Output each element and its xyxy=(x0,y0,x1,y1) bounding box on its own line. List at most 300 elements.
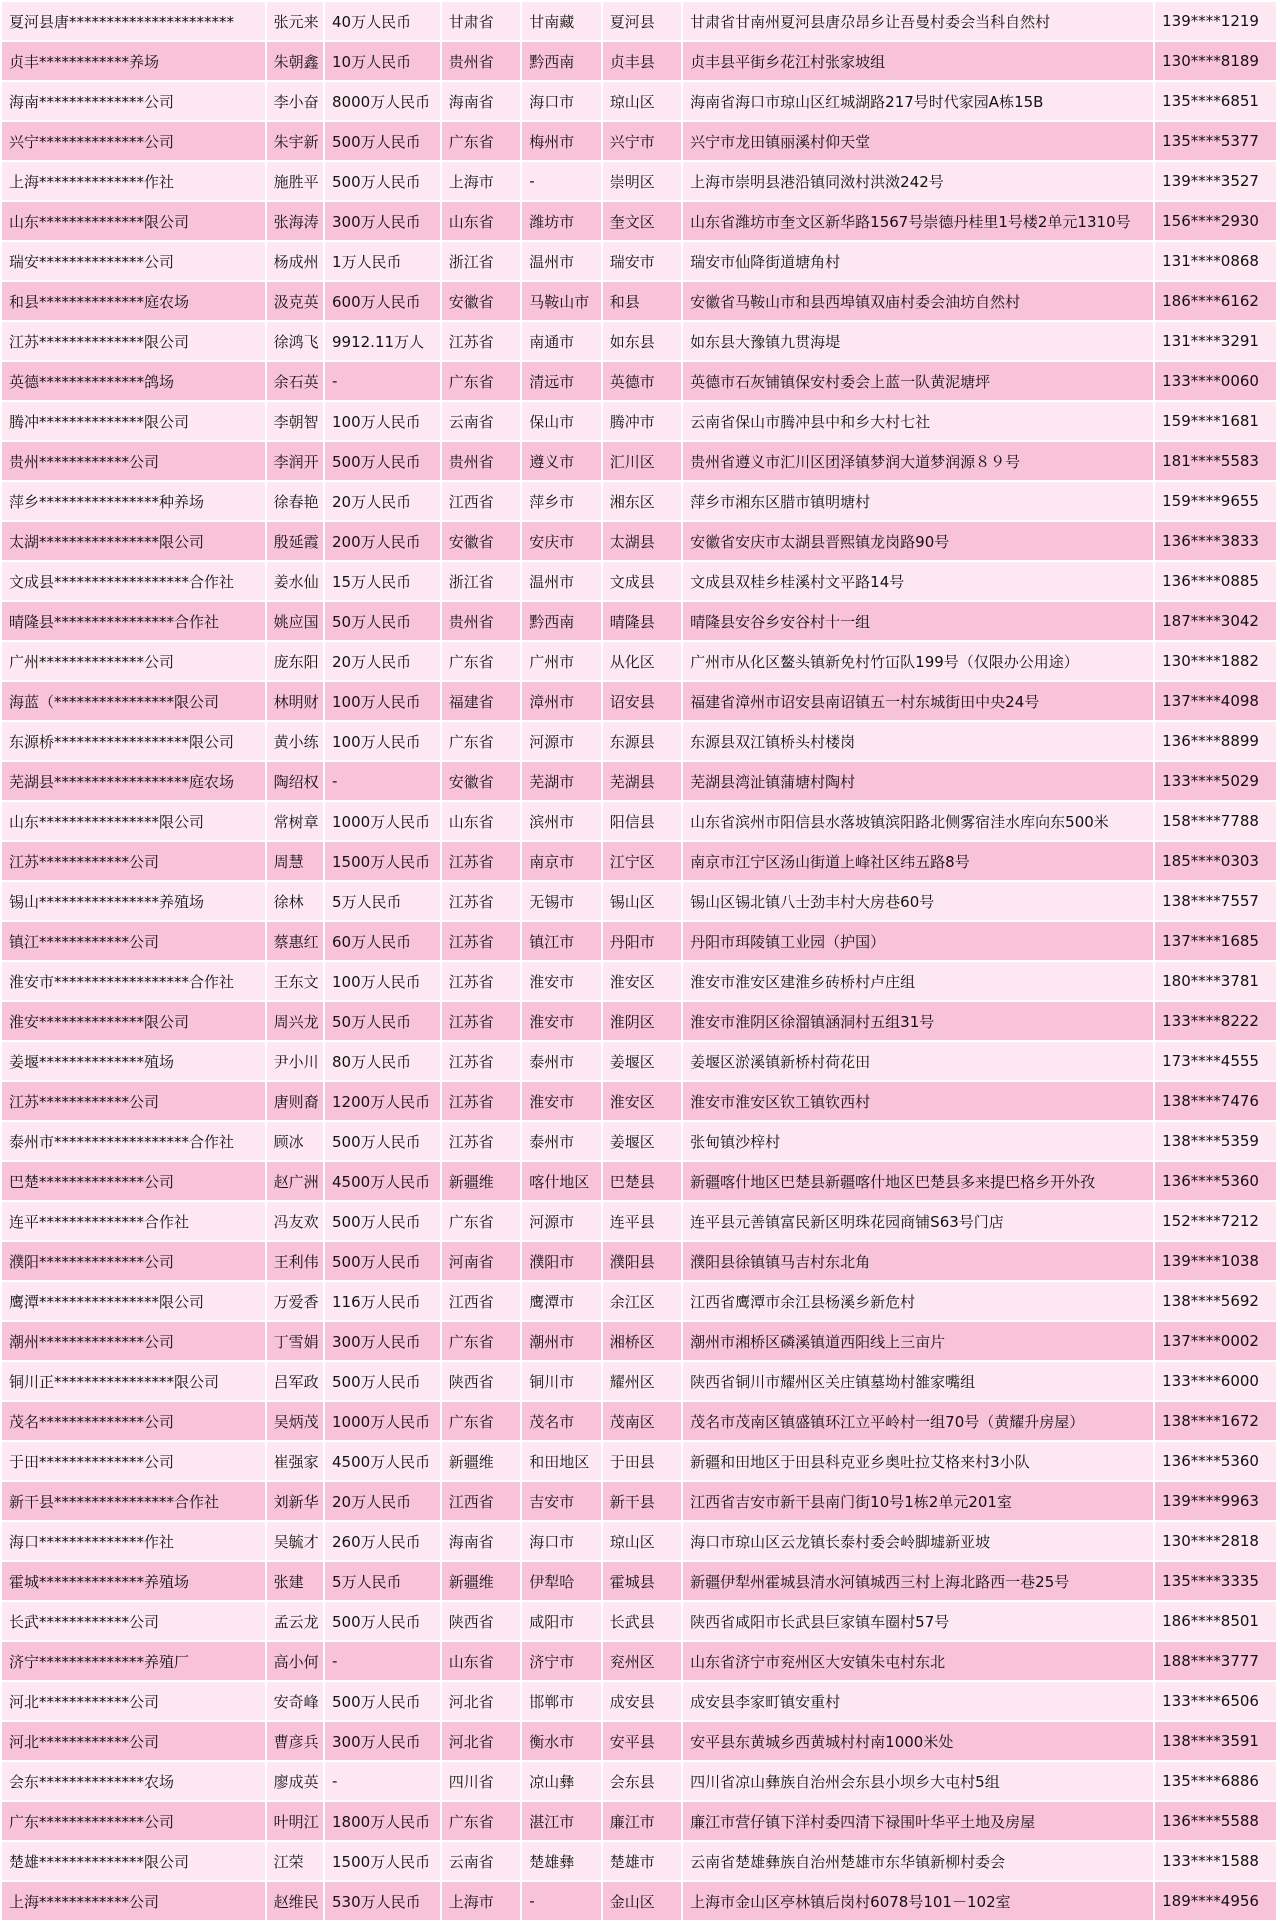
cell-phone: 130****8189 xyxy=(1155,42,1276,80)
table-row xyxy=(2,1282,1276,1320)
table-row xyxy=(2,1402,1276,1440)
cell-phone: 133****8222 xyxy=(1155,1002,1276,1040)
cell-phone: 158****7788 xyxy=(1155,802,1276,840)
cell-address: 兴宁市龙田镇丽溪村仰天堂 xyxy=(683,122,1153,160)
table-row xyxy=(2,482,1276,520)
cell-person: 余石英 xyxy=(267,362,323,400)
cell-district: 长武县 xyxy=(603,1602,681,1640)
cell-district: 淮安区 xyxy=(603,1082,681,1120)
cell-phone: 173****4555 xyxy=(1155,1042,1276,1080)
cell-phone: 135****5377 xyxy=(1155,122,1276,160)
cell-person: 曹彦兵 xyxy=(267,1722,323,1760)
cell-person: 王东文 xyxy=(267,962,323,1000)
cell-person: 孟云龙 xyxy=(267,1602,323,1640)
cell-district: 兖州区 xyxy=(603,1642,681,1680)
cell-phone: 136****5360 xyxy=(1155,1162,1276,1200)
table-row xyxy=(2,82,1276,120)
cell-phone: 133****6506 xyxy=(1155,1682,1276,1720)
table-row xyxy=(2,602,1276,640)
table-row xyxy=(2,642,1276,680)
cell-phone: 137****0002 xyxy=(1155,1322,1276,1360)
cell-person: 杨成州 xyxy=(267,242,323,280)
cell-capital: 500万人民币 xyxy=(325,122,440,160)
table-row xyxy=(2,682,1276,720)
cell-person: 张元来 xyxy=(267,2,323,40)
cell-address: 张甸镇沙梓村 xyxy=(683,1122,1153,1160)
cell-company: 淮安**************限公司 xyxy=(2,1002,265,1040)
cell-city: 河源市 xyxy=(522,1202,600,1240)
cell-address: 姜堰区淤溪镇新桥村荷花田 xyxy=(683,1042,1153,1080)
cell-district: 从化区 xyxy=(603,642,681,680)
table-row xyxy=(2,802,1276,840)
cell-city: 湛江市 xyxy=(522,1802,600,1840)
cell-person: 林明财 xyxy=(267,682,323,720)
cell-district: 文成县 xyxy=(603,562,681,600)
cell-address: 潮州市湘桥区磷溪镇道西阳线上三亩片 xyxy=(683,1322,1153,1360)
cell-city: 淮安市 xyxy=(522,1002,600,1040)
cell-company: 海口**************作社 xyxy=(2,1522,265,1560)
table-row xyxy=(2,1042,1276,1080)
cell-capital: 300万人民币 xyxy=(325,1722,440,1760)
cell-company: 上海************公司 xyxy=(2,1882,265,1920)
table-row xyxy=(2,1642,1276,1680)
cell-address: 陕西省咸阳市长武县巨家镇车圈村57号 xyxy=(683,1602,1153,1640)
cell-company: 连平**************合作社 xyxy=(2,1202,265,1240)
table-row xyxy=(2,762,1276,800)
cell-phone: 139****9963 xyxy=(1155,1482,1276,1520)
cell-company: 江苏************公司 xyxy=(2,1082,265,1120)
cell-capital: 9912.11万人 xyxy=(325,322,440,360)
cell-city: 清远市 xyxy=(522,362,600,400)
cell-address: 英德市石灰铺镇保安村委会上蓝一队黄泥塘坪 xyxy=(683,362,1153,400)
cell-address: 如东县大豫镇九贯海堤 xyxy=(683,322,1153,360)
cell-phone: 139****3527 xyxy=(1155,162,1276,200)
cell-province: 山东省 xyxy=(442,802,520,840)
cell-province: 安徽省 xyxy=(442,522,520,560)
cell-capital: 260万人民币 xyxy=(325,1522,440,1560)
table-row xyxy=(2,282,1276,320)
table-row xyxy=(2,242,1276,280)
cell-person: 安奇峰 xyxy=(267,1682,323,1720)
cell-phone: 138****7557 xyxy=(1155,882,1276,920)
cell-capital: 15万人民币 xyxy=(325,562,440,600)
cell-phone: 133****0060 xyxy=(1155,362,1276,400)
cell-phone: 137****1685 xyxy=(1155,922,1276,960)
cell-city: 楚雄彝 xyxy=(522,1842,600,1880)
cell-address: 文成县双桂乡桂溪村文平路14号 xyxy=(683,562,1153,600)
cell-city: 铜川市 xyxy=(522,1362,600,1400)
cell-address: 瑞安市仙降街道塘角村 xyxy=(683,242,1153,280)
cell-address: 廉江市营仔镇下洋村委四清下禄围叶华平土地及房屋 xyxy=(683,1802,1153,1840)
cell-province: 海南省 xyxy=(442,82,520,120)
cell-capital: 40万人民币 xyxy=(325,2,440,40)
cell-phone: 135****6886 xyxy=(1155,1762,1276,1800)
cell-person: 李小奋 xyxy=(267,82,323,120)
cell-company: 铜川正****************限公司 xyxy=(2,1362,265,1400)
cell-company: 夏河县唐********************** xyxy=(2,2,265,40)
cell-district: 诏安县 xyxy=(603,682,681,720)
cell-capital: 500万人民币 xyxy=(325,162,440,200)
cell-city: 海口市 xyxy=(522,1522,600,1560)
table-row xyxy=(2,922,1276,960)
cell-person: 张海涛 xyxy=(267,202,323,240)
cell-company: 鹰潭****************限公司 xyxy=(2,1282,265,1320)
cell-capital: 4500万人民币 xyxy=(325,1162,440,1200)
cell-province: 河北省 xyxy=(442,1682,520,1720)
cell-district: 琼山区 xyxy=(603,82,681,120)
cell-city: - xyxy=(522,162,600,200)
cell-phone: 138****1672 xyxy=(1155,1402,1276,1440)
cell-capital: 500万人民币 xyxy=(325,1362,440,1400)
cell-person: 尹小川 xyxy=(267,1042,323,1080)
cell-city: 梅州市 xyxy=(522,122,600,160)
cell-province: 新疆维 xyxy=(442,1442,520,1480)
cell-province: 云南省 xyxy=(442,402,520,440)
cell-phone: 139****1219 xyxy=(1155,2,1276,40)
cell-person: 崔强家 xyxy=(267,1442,323,1480)
cell-province: 云南省 xyxy=(442,1842,520,1880)
cell-address: 安平县东黄城乡西黄城村村南1000米处 xyxy=(683,1722,1153,1760)
cell-phone: 136****0885 xyxy=(1155,562,1276,600)
cell-capital: 100万人民币 xyxy=(325,962,440,1000)
table-row xyxy=(2,1562,1276,1600)
cell-district: 芜湖县 xyxy=(603,762,681,800)
cell-address: 连平县元善镇富民新区明珠花园商铺S63号门店 xyxy=(683,1202,1153,1240)
table-row xyxy=(2,1162,1276,1200)
cell-company: 山东****************限公司 xyxy=(2,802,265,840)
cell-company: 济宁**************养殖厂 xyxy=(2,1642,265,1680)
cell-capital: 100万人民币 xyxy=(325,402,440,440)
table-row xyxy=(2,122,1276,160)
cell-address: 海南省海口市琼山区红城湖路217号时代家园A栋15B xyxy=(683,82,1153,120)
cell-city: 漳州市 xyxy=(522,682,600,720)
cell-person: 丁雪娟 xyxy=(267,1322,323,1360)
cell-city: 广州市 xyxy=(522,642,600,680)
cell-person: 周慧 xyxy=(267,842,323,880)
cell-district: 连平县 xyxy=(603,1202,681,1240)
cell-city: 泰州市 xyxy=(522,1122,600,1160)
cell-province: 河南省 xyxy=(442,1242,520,1280)
cell-capital: 1万人民币 xyxy=(325,242,440,280)
cell-person: 高小何 xyxy=(267,1642,323,1680)
cell-province: 江苏省 xyxy=(442,1082,520,1120)
cell-company: 英德**************鸽场 xyxy=(2,362,265,400)
cell-city: 潍坊市 xyxy=(522,202,600,240)
cell-capital: - xyxy=(325,762,440,800)
cell-capital: 1200万人民币 xyxy=(325,1082,440,1120)
cell-city: 南京市 xyxy=(522,842,600,880)
table-row xyxy=(2,1722,1276,1760)
cell-company: 贞丰************养场 xyxy=(2,42,265,80)
cell-district: 腾冲市 xyxy=(603,402,681,440)
cell-address: 锡山区锡北镇八士劲丰村大房巷60号 xyxy=(683,882,1153,920)
cell-address: 成安县李家町镇安重村 xyxy=(683,1682,1153,1720)
cell-person: 顾冰 xyxy=(267,1122,323,1160)
cell-person: 李朝智 xyxy=(267,402,323,440)
cell-capital: 1500万人民币 xyxy=(325,1842,440,1880)
cell-address: 山东省济宁市兖州区大安镇朱屯村东北 xyxy=(683,1642,1153,1680)
cell-capital: 500万人民币 xyxy=(325,442,440,480)
cell-company: 楚雄**************限公司 xyxy=(2,1842,265,1880)
cell-phone: 152****7212 xyxy=(1155,1202,1276,1240)
cell-district: 太湖县 xyxy=(603,522,681,560)
cell-city: 海口市 xyxy=(522,82,600,120)
cell-phone: 136****5588 xyxy=(1155,1802,1276,1840)
cell-company: 会东**************农场 xyxy=(2,1762,265,1800)
cell-address: 安徽省安庆市太湖县晋熙镇龙岗路90号 xyxy=(683,522,1153,560)
cell-address: 云南省楚雄彝族自治州楚雄市东华镇新柳村委会 xyxy=(683,1842,1153,1880)
cell-capital: 5万人民币 xyxy=(325,1562,440,1600)
cell-phone: 138****7476 xyxy=(1155,1082,1276,1120)
cell-capital: 80万人民币 xyxy=(325,1042,440,1080)
cell-capital: 50万人民币 xyxy=(325,602,440,640)
table-row xyxy=(2,962,1276,1000)
cell-phone: 133****1588 xyxy=(1155,1842,1276,1880)
table-row xyxy=(2,1602,1276,1640)
cell-phone: 135****6851 xyxy=(1155,82,1276,120)
cell-phone: 181****5583 xyxy=(1155,442,1276,480)
cell-city: 温州市 xyxy=(522,242,600,280)
cell-phone: 180****3781 xyxy=(1155,962,1276,1000)
cell-city: 吉安市 xyxy=(522,1482,600,1520)
cell-address: 山东省潍坊市奎文区新华路1567号崇德丹桂里1号楼2单元1310号 xyxy=(683,202,1153,240)
cell-capital: 500万人民币 xyxy=(325,1122,440,1160)
cell-capital: 100万人民币 xyxy=(325,722,440,760)
cell-province: 山东省 xyxy=(442,1642,520,1680)
cell-province: 广东省 xyxy=(442,722,520,760)
cell-district: 新干县 xyxy=(603,1482,681,1520)
cell-address: 江西省吉安市新干县南门街10号1栋2单元201室 xyxy=(683,1482,1153,1520)
cell-district: 锡山区 xyxy=(603,882,681,920)
cell-phone: 188****3777 xyxy=(1155,1642,1276,1680)
cell-capital: 60万人民币 xyxy=(325,922,440,960)
cell-province: 广东省 xyxy=(442,122,520,160)
cell-province: 江苏省 xyxy=(442,882,520,920)
cell-person: 唐则裔 xyxy=(267,1082,323,1120)
cell-person: 王利伟 xyxy=(267,1242,323,1280)
cell-address: 甘肃省甘南州夏河县唐尕昂乡让吾曼村委会当科自然村 xyxy=(683,2,1153,40)
table-row xyxy=(2,1082,1276,1120)
cell-person: 殷延霞 xyxy=(267,522,323,560)
cell-phone: 139****1038 xyxy=(1155,1242,1276,1280)
cell-phone: 138****5359 xyxy=(1155,1122,1276,1160)
cell-district: 濮阳县 xyxy=(603,1242,681,1280)
cell-city: 邯郸市 xyxy=(522,1682,600,1720)
cell-capital: 500万人民币 xyxy=(325,1242,440,1280)
cell-company: 姜堰**************殖场 xyxy=(2,1042,265,1080)
cell-city: 无锡市 xyxy=(522,882,600,920)
table-row xyxy=(2,442,1276,480)
cell-company: 山东**************限公司 xyxy=(2,202,265,240)
cell-company: 太湖****************限公司 xyxy=(2,522,265,560)
cell-district: 丹阳市 xyxy=(603,922,681,960)
cell-person: 李润开 xyxy=(267,442,323,480)
cell-phone: 131****0868 xyxy=(1155,242,1276,280)
cell-company: 江苏************公司 xyxy=(2,842,265,880)
cell-company: 海南**************公司 xyxy=(2,82,265,120)
table-row xyxy=(2,1442,1276,1480)
cell-address: 新疆喀什地区巴楚县新疆喀什地区巴楚县多来提巴格乡开外孜 xyxy=(683,1162,1153,1200)
cell-capital: 50万人民币 xyxy=(325,1002,440,1040)
table-row xyxy=(2,402,1276,440)
cell-district: 瑞安市 xyxy=(603,242,681,280)
cell-province: 山东省 xyxy=(442,202,520,240)
cell-capital: 300万人民币 xyxy=(325,1322,440,1360)
table-row xyxy=(2,322,1276,360)
cell-address: 东源县双江镇桥头村楼岗 xyxy=(683,722,1153,760)
cell-phone: 187****3042 xyxy=(1155,602,1276,640)
cell-company: 潮州**************公司 xyxy=(2,1322,265,1360)
cell-address: 云南省保山市腾冲县中和乡大村七社 xyxy=(683,402,1153,440)
cell-city: 萍乡市 xyxy=(522,482,600,520)
cell-province: 江苏省 xyxy=(442,842,520,880)
cell-city: 黔西南 xyxy=(522,602,600,640)
cell-person: 吴毓才 xyxy=(267,1522,323,1560)
cell-address: 四川省凉山彝族自治州会东县小坝乡大屯村5组 xyxy=(683,1762,1153,1800)
cell-phone: 136****3833 xyxy=(1155,522,1276,560)
cell-person: 徐鸿飞 xyxy=(267,322,323,360)
cell-address: 淮安市淮安区建淮乡砖桥村卢庄组 xyxy=(683,962,1153,1000)
cell-province: 广东省 xyxy=(442,1322,520,1360)
cell-city: 温州市 xyxy=(522,562,600,600)
cell-province: 安徽省 xyxy=(442,282,520,320)
cell-capital: - xyxy=(325,1762,440,1800)
cell-address: 濮阳县徐镇镇马吉村东北角 xyxy=(683,1242,1153,1280)
cell-city: 河源市 xyxy=(522,722,600,760)
cell-person: 刘新华 xyxy=(267,1482,323,1520)
cell-company: 镇江************公司 xyxy=(2,922,265,960)
cell-district: 姜堰区 xyxy=(603,1122,681,1160)
cell-address: 陕西省铜川市耀州区关庄镇墓坳村雒家嘴组 xyxy=(683,1362,1153,1400)
cell-city: 衡水市 xyxy=(522,1722,600,1760)
table-row xyxy=(2,1322,1276,1360)
cell-district: 兴宁市 xyxy=(603,122,681,160)
cell-person: 赵维民 xyxy=(267,1882,323,1920)
table-row xyxy=(2,1882,1276,1920)
cell-address: 贵州省遵义市汇川区团泽镇梦润大道梦润源８９号 xyxy=(683,442,1153,480)
cell-person: 蔡惠红 xyxy=(267,922,323,960)
cell-district: 霍城县 xyxy=(603,1562,681,1600)
cell-person: 朱宇新 xyxy=(267,122,323,160)
table-row xyxy=(2,562,1276,600)
cell-province: 江西省 xyxy=(442,482,520,520)
cell-company: 河北************公司 xyxy=(2,1722,265,1760)
cell-district: 英德市 xyxy=(603,362,681,400)
cell-province: 广东省 xyxy=(442,1402,520,1440)
cell-city: 和田地区 xyxy=(522,1442,600,1480)
cell-company: 江苏**************限公司 xyxy=(2,322,265,360)
cell-phone: 130****2818 xyxy=(1155,1522,1276,1560)
table-row xyxy=(2,1802,1276,1840)
cell-province: 安徽省 xyxy=(442,762,520,800)
cell-company: 贵州************公司 xyxy=(2,442,265,480)
cell-capital: 20万人民币 xyxy=(325,642,440,680)
cell-capital: - xyxy=(325,1642,440,1680)
cell-phone: 186****6162 xyxy=(1155,282,1276,320)
cell-province: 江苏省 xyxy=(442,922,520,960)
cell-district: 成安县 xyxy=(603,1682,681,1720)
cell-capital: 10万人民币 xyxy=(325,42,440,80)
cell-city: 黔西南 xyxy=(522,42,600,80)
cell-district: 贞丰县 xyxy=(603,42,681,80)
cell-phone: 137****4098 xyxy=(1155,682,1276,720)
cell-province: 江苏省 xyxy=(442,962,520,1000)
cell-city: 喀什地区 xyxy=(522,1162,600,1200)
cell-city: 保山市 xyxy=(522,402,600,440)
cell-capital: 20万人民币 xyxy=(325,1482,440,1520)
cell-address: 上海市崇明县港沿镇同滧村洪滧242号 xyxy=(683,162,1153,200)
table-row xyxy=(2,1522,1276,1560)
cell-capital: 500万人民币 xyxy=(325,1682,440,1720)
cell-district: 耀州区 xyxy=(603,1362,681,1400)
cell-phone: 186****8501 xyxy=(1155,1602,1276,1640)
table-row xyxy=(2,882,1276,920)
cell-capital: 4500万人民币 xyxy=(325,1442,440,1480)
cell-district: 江宁区 xyxy=(603,842,681,880)
cell-city: 镇江市 xyxy=(522,922,600,960)
cell-phone: 159****1681 xyxy=(1155,402,1276,440)
cell-city: 马鞍山市 xyxy=(522,282,600,320)
cell-phone: 131****3291 xyxy=(1155,322,1276,360)
table-row xyxy=(2,1362,1276,1400)
table-row xyxy=(2,522,1276,560)
cell-company: 芜湖县******************庭农场 xyxy=(2,762,265,800)
cell-city: 伊犁哈 xyxy=(522,1562,600,1600)
cell-capital: 1000万人民币 xyxy=(325,802,440,840)
cell-person: 江荣 xyxy=(267,1842,323,1880)
cell-capital: 116万人民币 xyxy=(325,1282,440,1320)
cell-province: 广东省 xyxy=(442,362,520,400)
cell-province: 海南省 xyxy=(442,1522,520,1560)
cell-address: 南京市江宁区汤山街道上峰社区纬五路8号 xyxy=(683,842,1153,880)
table-row xyxy=(2,1682,1276,1720)
cell-capital: 300万人民币 xyxy=(325,202,440,240)
cell-province: 新疆维 xyxy=(442,1162,520,1200)
cell-address: 福建省漳州市诏安县南诏镇五一村东城街田中央24号 xyxy=(683,682,1153,720)
cell-person: 吕军政 xyxy=(267,1362,323,1400)
cell-company: 广州**************公司 xyxy=(2,642,265,680)
cell-district: 阳信县 xyxy=(603,802,681,840)
cell-district: 湘东区 xyxy=(603,482,681,520)
cell-province: 上海市 xyxy=(442,162,520,200)
cell-province: 浙江省 xyxy=(442,242,520,280)
cell-district: 奎文区 xyxy=(603,202,681,240)
cell-city: 甘南藏 xyxy=(522,2,600,40)
cell-address: 海口市琼山区云龙镇长泰村委会岭脚墟新亚坡 xyxy=(683,1522,1153,1560)
cell-company: 广东**************公司 xyxy=(2,1802,265,1840)
table-row xyxy=(2,1242,1276,1280)
cell-person: 周兴龙 xyxy=(267,1002,323,1040)
cell-phone: 135****3335 xyxy=(1155,1562,1276,1600)
cell-phone: 133****6000 xyxy=(1155,1362,1276,1400)
cell-address: 萍乡市湘东区腊市镇明塘村 xyxy=(683,482,1153,520)
cell-province: 陕西省 xyxy=(442,1362,520,1400)
cell-phone: 138****5692 xyxy=(1155,1282,1276,1320)
cell-person: 汲克英 xyxy=(267,282,323,320)
cell-person: 冯友欢 xyxy=(267,1202,323,1240)
cell-person: 廖成英 xyxy=(267,1762,323,1800)
cell-company: 兴宁**************公司 xyxy=(2,122,265,160)
cell-person: 姚应国 xyxy=(267,602,323,640)
cell-district: 崇明区 xyxy=(603,162,681,200)
cell-city: 淮安市 xyxy=(522,1082,600,1120)
cell-phone: 138****3591 xyxy=(1155,1722,1276,1760)
cell-district: 楚雄市 xyxy=(603,1842,681,1880)
cell-company: 新干县****************合作社 xyxy=(2,1482,265,1520)
cell-city: 咸阳市 xyxy=(522,1602,600,1640)
cell-phone: 133****5029 xyxy=(1155,762,1276,800)
cell-district: 淮阴区 xyxy=(603,1002,681,1040)
